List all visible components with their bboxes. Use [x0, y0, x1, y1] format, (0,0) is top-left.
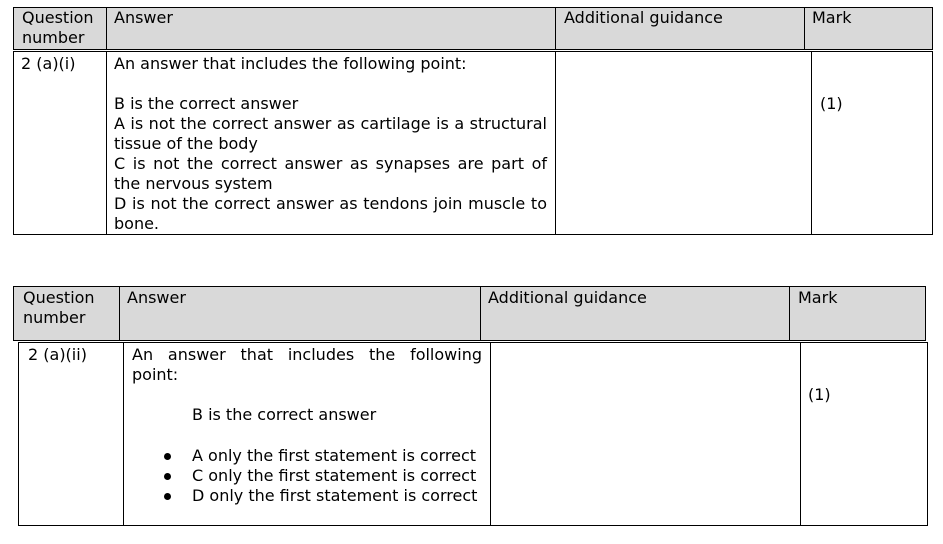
header-mark	[789, 286, 926, 341]
header-additional-guidance-label: Additional guidance	[564, 8, 723, 27]
option-list	[192, 446, 482, 506]
cell-mark	[811, 51, 933, 235]
header-answer	[106, 7, 556, 50]
answer-intro: An answer that includes the following point:	[132, 345, 482, 384]
correct-answer: B is the correct answer	[192, 405, 377, 424]
bullet-icon	[164, 453, 171, 460]
list-item	[192, 446, 482, 466]
header-additional-guidance	[480, 286, 790, 341]
explanation-d: D is not the correct answer as tendons join muscle to bone.	[114, 194, 547, 233]
header-mark-label: Mark	[812, 8, 852, 27]
question-number: 2 (a)(i)	[21, 54, 76, 73]
header-mark-label: Mark	[798, 288, 838, 307]
header-answer	[119, 286, 481, 341]
mark-value: (1)	[808, 385, 831, 404]
header-answer-label: Answer	[114, 8, 173, 27]
option-a: A only the first statement is correct	[192, 446, 477, 465]
list-item	[192, 466, 482, 486]
option-c: C only the first statement is correct	[192, 466, 477, 485]
header-additional-guidance	[555, 7, 805, 50]
cell-answer	[123, 342, 491, 526]
bullet-icon	[164, 493, 171, 500]
option-d: D only the first statement is correct	[192, 486, 478, 505]
mark-value: (1)	[820, 94, 843, 113]
explanation-a: A is not the correct answer as cartilage is a structural tissue of the body	[114, 114, 547, 153]
bullet-icon	[164, 473, 171, 480]
list-item	[192, 486, 482, 506]
answer-intro: An answer that includes the following point:	[114, 54, 467, 73]
header-question-number	[13, 7, 107, 50]
cell-additional-guidance	[490, 342, 801, 526]
cell-question-number	[18, 342, 124, 526]
header-answer-label: Answer	[127, 288, 186, 307]
header-mark	[804, 7, 933, 50]
cell-answer	[106, 51, 556, 235]
cell-mark	[800, 342, 928, 526]
header-question-number-label: Question number	[22, 8, 94, 47]
explanation-c: C is not the correct answer as synapses are part of the nervous system	[114, 154, 547, 193]
question-number: 2 (a)(ii)	[28, 345, 87, 364]
header-question-number	[13, 286, 120, 341]
header-question-number-label: Question number	[23, 288, 95, 327]
cell-question-number	[13, 51, 107, 235]
correct-answer: B is the correct answer	[114, 94, 299, 113]
cell-additional-guidance	[555, 51, 812, 235]
header-additional-guidance-label: Additional guidance	[488, 288, 647, 307]
